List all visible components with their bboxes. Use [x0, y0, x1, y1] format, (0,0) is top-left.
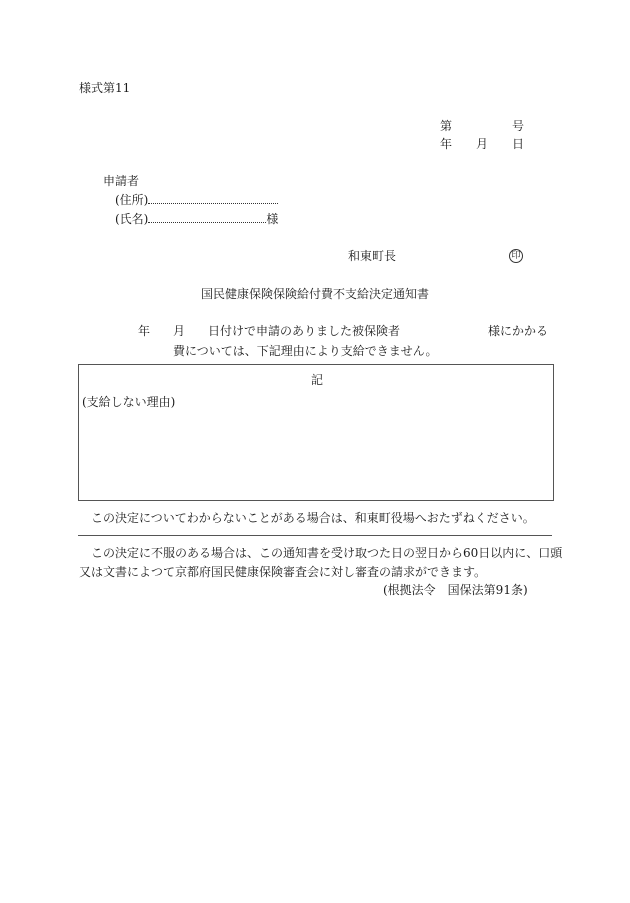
applicant-name-row — [115, 213, 278, 225]
appeal-line2: 又は文書によつて京都府国民健康保険審査会に対し審査の請求ができます。 — [79, 565, 487, 579]
applicant-address-row — [115, 194, 278, 206]
inquiry-note: この決定についてわからないことがある場合は、和東町役場へおたずねください。 — [91, 511, 535, 525]
date-month: 月 — [476, 137, 489, 151]
doc-number-dai: 第 — [440, 119, 453, 133]
date-day: 日 — [512, 137, 525, 151]
body-line1-mid: 日付けで申請のありました被保険者 — [208, 324, 401, 338]
divider — [78, 535, 552, 536]
form-number: 様式第11 — [79, 81, 131, 95]
official-seal: 印 — [509, 249, 523, 263]
address-dotline — [148, 202, 278, 204]
legal-basis: (根拠法令 国保法第91条) — [383, 583, 528, 597]
reason-label: (支給しない理由) — [82, 395, 176, 409]
address-label: (住所) — [115, 193, 149, 207]
body-line2: 費については、下記理由により支給できません。 — [173, 344, 438, 358]
name-dotline — [148, 221, 266, 223]
applicant-heading: 申請者 — [103, 174, 140, 188]
body-month: 月 — [173, 324, 186, 338]
name-honorific: 様 — [266, 212, 279, 226]
body-line1-end: 様にかかる — [488, 324, 549, 338]
date-year: 年 — [440, 137, 453, 151]
document-title: 国民健康保険保険給付費不支給決定通知書 — [201, 287, 430, 301]
name-label: (氏名) — [115, 212, 149, 226]
issuer-title: 和東町長 — [348, 249, 397, 263]
doc-number-go: 号 — [512, 119, 525, 133]
appeal-line1: この決定に不服のある場合は、この通知書を受け取つた日の翌日から60日以内に、口頭 — [91, 546, 563, 560]
record-heading: 記 — [311, 373, 324, 387]
body-year: 年 — [138, 324, 151, 338]
